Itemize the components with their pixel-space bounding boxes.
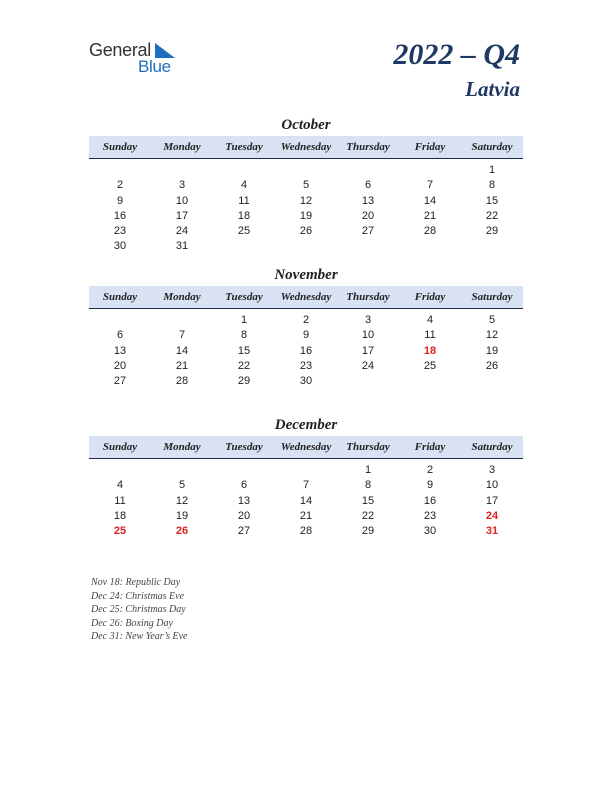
date-cell: 18 <box>113 509 127 522</box>
date-cell: 9 <box>426 479 434 492</box>
holiday-note: Dec 25: Christmas Day <box>91 604 186 616</box>
date-cell: 29 <box>361 525 375 538</box>
date-cell: 4 <box>240 179 248 192</box>
month-title: November <box>274 267 338 283</box>
weekday-label: Sunday <box>102 441 138 453</box>
date-cell: 6 <box>240 479 248 492</box>
week-row <box>89 224 523 239</box>
date-cell <box>399 239 461 254</box>
date-cell: 15 <box>361 494 375 507</box>
holiday-date-cell: 18 <box>423 344 437 357</box>
logo-text-general: General <box>89 40 151 60</box>
weekday-label: Sunday <box>102 141 138 153</box>
date-cell <box>151 313 213 328</box>
date-cell: 28 <box>423 225 437 238</box>
date-cell: 30 <box>423 525 437 538</box>
date-cell: 13 <box>237 494 251 507</box>
date-cell: 15 <box>237 344 251 357</box>
date-cell: 21 <box>175 359 189 372</box>
date-cell: 17 <box>361 344 375 357</box>
week-row <box>89 313 523 328</box>
date-cell: 14 <box>299 494 313 507</box>
holiday-date-cell: 24 <box>485 509 499 522</box>
date-cell: 13 <box>113 344 127 357</box>
date-cell: 7 <box>426 179 434 192</box>
date-cell: 22 <box>237 359 251 372</box>
brand-logo <box>89 40 189 76</box>
month-december <box>89 416 523 539</box>
date-cell: 19 <box>299 209 313 222</box>
week-row <box>89 194 523 209</box>
date-cell: 10 <box>361 329 375 342</box>
date-cell: 1 <box>488 164 496 176</box>
date-cell: 6 <box>364 179 372 192</box>
date-cell: 20 <box>113 359 127 372</box>
weekday-label: Friday <box>414 441 446 453</box>
month-grid <box>89 309 523 389</box>
date-cell: 18 <box>237 209 251 222</box>
date-cell <box>399 374 461 389</box>
month-november <box>89 266 523 389</box>
date-cell: 27 <box>113 375 127 388</box>
date-cell: 29 <box>485 225 499 238</box>
weekday-label: Friday <box>414 141 446 153</box>
date-cell: 10 <box>175 194 189 207</box>
date-cell: 10 <box>485 479 499 492</box>
date-cell <box>213 163 275 178</box>
holiday-note: Dec 31: New Year’s Eve <box>91 631 188 643</box>
holiday-date-cell: 25 <box>113 525 127 538</box>
date-cell: 11 <box>238 194 250 207</box>
date-cell <box>337 239 399 254</box>
weekday-label: Saturday <box>471 441 513 453</box>
date-cell: 11 <box>114 494 126 507</box>
date-cell <box>213 463 275 478</box>
date-cell <box>151 163 213 178</box>
date-cell <box>151 463 213 478</box>
weekday-label: Wednesday <box>280 141 332 153</box>
month-grid <box>89 459 523 539</box>
date-cell: 27 <box>361 225 375 238</box>
weekday-label: Thursday <box>346 291 390 303</box>
week-row <box>89 463 523 478</box>
weekday-label: Thursday <box>346 441 390 453</box>
holiday-notes <box>91 576 187 644</box>
weekday-label: Friday <box>414 291 446 303</box>
weekday-label: Wednesday <box>280 291 332 303</box>
date-cell <box>461 239 523 254</box>
date-cell <box>337 374 399 389</box>
date-cell: 22 <box>485 209 499 222</box>
date-cell: 3 <box>178 179 186 192</box>
weekday-label: Tuesday <box>225 291 263 303</box>
week-row <box>89 478 523 493</box>
date-cell: 1 <box>364 464 372 476</box>
date-cell: 17 <box>175 209 189 222</box>
date-cell: 31 <box>175 240 189 253</box>
date-cell: 1 <box>240 314 248 326</box>
week-row <box>89 163 523 178</box>
weekday-label: Saturday <box>471 291 513 303</box>
holiday-note: Dec 26: Boxing Day <box>91 617 173 629</box>
weekday-label: Sunday <box>102 291 138 303</box>
date-cell: 12 <box>299 194 313 207</box>
date-cell: 3 <box>364 314 372 326</box>
date-cell: 24 <box>361 359 375 372</box>
weekday-header <box>89 436 523 459</box>
date-cell <box>275 239 337 254</box>
date-cell: 27 <box>237 525 251 538</box>
weekday-label: Monday <box>163 441 201 453</box>
date-cell: 23 <box>113 225 127 238</box>
date-cell: 17 <box>485 494 499 507</box>
date-cell: 12 <box>485 329 499 342</box>
date-cell: 16 <box>423 494 437 507</box>
holiday-note: Nov 18: Republic Day <box>91 577 181 588</box>
date-cell: 22 <box>361 509 375 522</box>
date-cell: 19 <box>485 344 499 357</box>
date-cell: 11 <box>424 329 436 342</box>
date-cell: 21 <box>299 509 313 522</box>
date-cell: 2 <box>116 179 124 192</box>
date-cell <box>399 163 461 178</box>
date-cell: 16 <box>299 344 313 357</box>
date-cell: 2 <box>426 464 434 476</box>
date-cell: 29 <box>237 375 251 388</box>
holiday-date-cell: 31 <box>485 525 499 538</box>
date-cell: 20 <box>361 209 375 222</box>
date-cell: 2 <box>302 314 310 326</box>
month-title: October <box>281 117 331 133</box>
week-row <box>89 509 523 524</box>
weekday-label: Tuesday <box>225 141 263 153</box>
date-cell: 9 <box>302 329 310 342</box>
date-cell: 12 <box>175 494 189 507</box>
week-row <box>89 239 523 254</box>
logo-text-blue: Blue <box>138 57 171 76</box>
date-cell: 15 <box>485 194 499 207</box>
date-cell: 5 <box>488 314 496 326</box>
date-cell: 6 <box>116 329 124 342</box>
date-cell: 24 <box>175 225 189 238</box>
date-cell <box>89 463 151 478</box>
date-cell: 26 <box>299 225 313 238</box>
date-cell: 4 <box>116 479 124 492</box>
date-cell: 13 <box>361 194 375 207</box>
month-title: December <box>274 417 338 433</box>
week-row <box>89 494 523 509</box>
weekday-header <box>89 286 523 309</box>
weekday-label: Monday <box>163 141 201 153</box>
week-row <box>89 178 523 193</box>
date-cell: 3 <box>488 464 496 476</box>
date-cell <box>89 163 151 178</box>
date-cell: 25 <box>423 359 437 372</box>
month-grid <box>89 159 523 255</box>
date-cell: 26 <box>485 359 499 372</box>
date-cell: 7 <box>178 329 186 342</box>
week-row <box>89 524 523 539</box>
date-cell: 8 <box>240 329 248 342</box>
date-cell: 30 <box>299 375 313 388</box>
date-cell: 25 <box>237 225 251 238</box>
date-cell: 28 <box>175 375 189 388</box>
month-october <box>89 116 523 255</box>
date-cell: 4 <box>426 314 434 326</box>
week-row <box>89 344 523 359</box>
weekday-label: Tuesday <box>225 441 263 453</box>
date-cell <box>213 239 275 254</box>
weekday-label: Saturday <box>471 141 513 153</box>
holiday-note: Dec 24: Christmas Eve <box>91 590 185 602</box>
date-cell: 5 <box>302 179 310 192</box>
date-cell <box>337 163 399 178</box>
week-row <box>89 328 523 343</box>
date-cell: 23 <box>423 509 437 522</box>
date-cell: 30 <box>113 240 127 253</box>
date-cell <box>275 163 337 178</box>
weekday-label: Wednesday <box>280 441 332 453</box>
weekday-header <box>89 136 523 159</box>
date-cell: 8 <box>488 179 496 192</box>
date-cell: 21 <box>423 209 437 222</box>
date-cell <box>275 463 337 478</box>
week-row <box>89 374 523 389</box>
date-cell: 14 <box>175 344 189 357</box>
date-cell: 16 <box>113 209 127 222</box>
week-row <box>89 359 523 374</box>
date-cell: 8 <box>364 479 372 492</box>
date-cell <box>89 313 151 328</box>
date-cell: 28 <box>299 525 313 538</box>
date-cell: 7 <box>302 479 310 492</box>
date-cell <box>461 374 523 389</box>
date-cell: 19 <box>175 509 189 522</box>
date-cell: 9 <box>116 194 124 207</box>
date-cell: 14 <box>423 194 437 207</box>
page-subtitle: Latvia <box>465 77 520 101</box>
date-cell: 23 <box>299 359 313 372</box>
weekday-label: Thursday <box>346 141 390 153</box>
page-title: 2022 – Q4 <box>393 38 520 71</box>
holiday-date-cell: 26 <box>175 525 189 538</box>
date-cell: 20 <box>237 509 251 522</box>
week-row <box>89 209 523 224</box>
weekday-label: Monday <box>163 291 201 303</box>
date-cell: 5 <box>178 479 186 492</box>
